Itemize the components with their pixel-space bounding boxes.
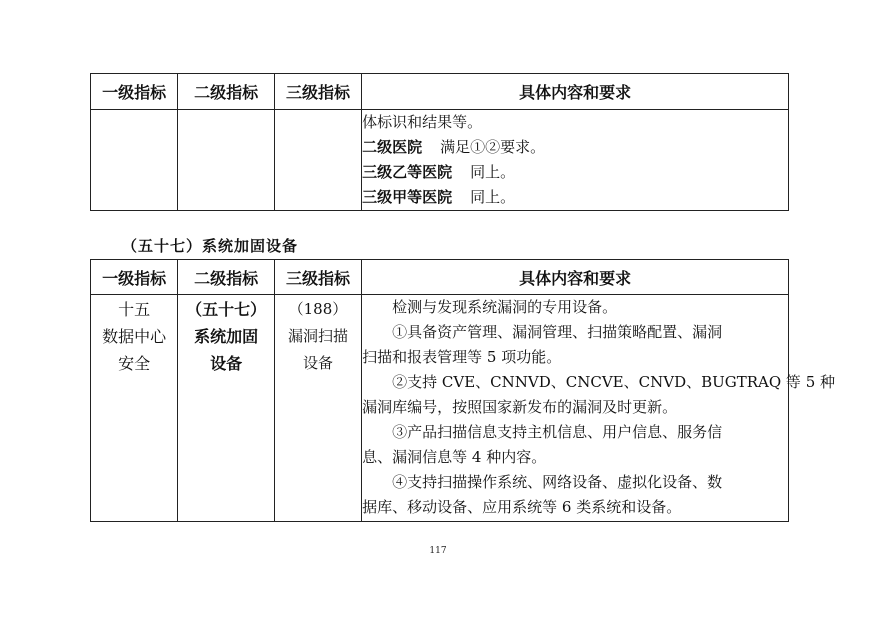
requirement-line [362, 160, 788, 185]
requirement-line [362, 185, 788, 210]
header-level1: 一级指标 [91, 260, 178, 295]
system-hardening-table [90, 259, 836, 522]
cell-level2-empty [178, 110, 274, 211]
requirement-line: ③产品扫描信息支持主机信息、用户信息、服务信 [392, 423, 723, 441]
requirement-line: 漏洞库编号，按照国家新发布的漏洞及时更新。 [362, 398, 678, 416]
requirement-text: 满足①②要求。 [440, 138, 546, 156]
continued-requirements-table [90, 73, 789, 211]
table-row [91, 110, 789, 211]
table-header-row [91, 260, 789, 295]
header-level1: 一级指标 [91, 74, 178, 110]
requirement-line: 体标识和结果等。 [362, 113, 483, 131]
cell-requirements [362, 295, 836, 522]
requirement-line: 据库、移动设备、应用系统等 6 类系统和设备。 [362, 498, 682, 516]
header-level3: 三级指标 [274, 74, 361, 110]
requirement-line: 扫描和报表管理等 5 项功能。 [362, 348, 562, 366]
requirement-text: 同上。 [470, 163, 516, 181]
level1-line: 数据中心 [102, 327, 167, 346]
cell-level1-empty [91, 110, 178, 211]
header-level2: 二级指标 [178, 74, 274, 110]
cell-level3 [274, 295, 361, 522]
level3-line: 设备 [302, 354, 333, 372]
table-row [91, 295, 789, 522]
hospital-level-label: 三级乙等医院 [362, 163, 453, 181]
requirement-line: ②支持 CVE、CNNVD、CNCVE、CNVD、BUGTRAQ 等 5 种 [392, 373, 836, 391]
level2-line: （五十七） [186, 300, 267, 319]
requirement-text: 同上。 [470, 188, 516, 206]
hospital-level-label: 二级医院 [362, 138, 423, 156]
section-title: （五十七）系统加固设备 [122, 237, 299, 255]
level3-line: 漏洞扫描 [287, 327, 348, 345]
requirement-line: 息、漏洞信息等 4 种内容。 [362, 448, 547, 466]
requirement-line [362, 135, 788, 160]
level3-line: （188） [288, 300, 348, 318]
level2-line: 设备 [210, 354, 243, 373]
cell-level3-empty [274, 110, 361, 211]
level1-line: 十五 [118, 300, 151, 319]
cell-level2 [178, 295, 274, 522]
header-requirements: 具体内容和要求 [362, 260, 789, 295]
header-level3: 三级指标 [274, 260, 361, 295]
level2-line: 系统加固 [194, 327, 259, 346]
requirement-line: ④支持扫描操作系统、网络设备、虚拟化设备、数 [392, 473, 723, 491]
header-level2: 二级指标 [178, 260, 274, 295]
cell-level1 [91, 295, 178, 522]
page-number: 117 [429, 546, 447, 556]
header-requirements: 具体内容和要求 [362, 74, 789, 110]
hospital-level-label: 三级甲等医院 [362, 188, 453, 206]
level1-line: 安全 [118, 354, 151, 373]
table-header-row [91, 74, 789, 110]
requirement-line: 检测与发现系统漏洞的专用设备。 [392, 298, 618, 316]
requirement-line: ①具备资产管理、漏洞管理、扫描策略配置、漏洞 [392, 323, 723, 341]
cell-requirements [362, 110, 789, 211]
